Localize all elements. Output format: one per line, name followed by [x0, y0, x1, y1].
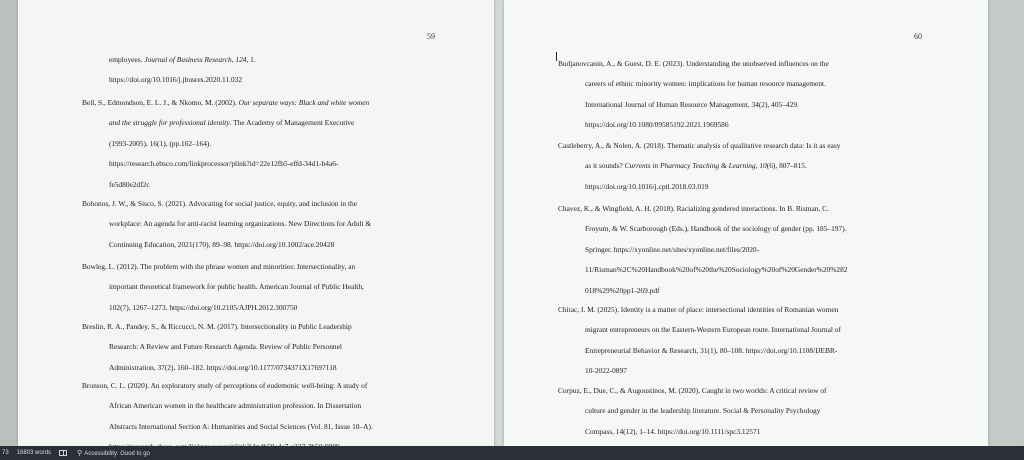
reference-line: important theoretical framework for public health. American Journal of Public Health,: [109, 282, 364, 292]
accessibility-status[interactable]: [77, 449, 150, 457]
reference-line: fe5d80e2df2c: [109, 179, 150, 189]
page-number: 60: [914, 32, 922, 41]
reference-line: African American women in the healthcare administration profession. In Dissertation: [109, 401, 362, 411]
document-page-right[interactable]: [504, 0, 988, 446]
reference-line: Springer. https://xyonline.net/sites/xyonline.net/files/2020-: [585, 244, 760, 254]
reference-line: (1993-2005), 16(1), (pp.162–164).: [109, 138, 212, 148]
reference-line: International Journal of Human Resource Management, 34(2), 405–429.: [585, 99, 799, 109]
reference-line: Continuing Education, 2021(170), 89–98. https://doi.org/10.1002/ace.20428: [109, 239, 335, 249]
reference-line: and the struggle for professional identity. The Academy of Management Executive: [109, 118, 355, 128]
reference-line: https://doi.org/10.1016/j.jbusres.2020.11.032: [109, 75, 243, 85]
reference-line: Bell, S., Edmondson, E. L. J., & Nkomo, M. (2002). Our separate ways: Black and white women: [82, 98, 370, 107]
reference-line: culture and gender in the leadership literature. Social & Personality Psychology: [585, 406, 821, 416]
reference-line: Bronson, C. L. (2020). An exploratory study of perceptions of eudemonic well-being: A study of: [82, 381, 368, 390]
accessibility-icon: ⚲: [77, 450, 83, 457]
reference-line: https://research.ebsco.com/linkprocessor/plink?id=22e12fb5-effd-34d1-b4a6-: [109, 159, 339, 169]
page-number: 59: [427, 32, 435, 41]
reference-line: Budjanovcanin, A., & Guest, D. E. (2023). Understanding the unobserved influences on the: [558, 59, 829, 68]
reference-line: workplace: An agenda for anti-racist learning organizations. New Directions for Adult &: [109, 219, 372, 229]
reference-line: Chavez, K., & Wingfield, A. H. (2018). Racializing gendered interactions. In B. Risman, C.: [558, 204, 829, 213]
accessibility-label: Accessibility: Good to go: [84, 450, 150, 457]
document-page-left[interactable]: [18, 0, 494, 446]
reference-line: as it sounds? Currents in Pharmacy Teaching & Learning, 10(6), 807–815.: [585, 161, 807, 171]
reference-line: 018%29%20pp1-269.pdf: [585, 285, 660, 295]
reference-line: migrant entrepreneurs on the Eastern-Western European route. International Journal of: [585, 325, 841, 335]
reference-line: Entrepreneurial Behavior & Research, 31(1), 80–108. https://doi.org/10.1108/IJEBR-: [585, 345, 838, 355]
reference-line: Abstracts International Section A: Humanities and Social Sciences (Vol. 81, Issue 10–A).: [109, 421, 373, 431]
reference-line: Froyum, & W. Scarborough (Eds.), Handbook of the sociology of gender (pp. 185–197).: [585, 224, 847, 234]
page-count[interactable]: 73: [2, 450, 9, 456]
reference-line: 102(7), 1267–1273. https://doi.org/10.2105/AJPH.2012.300750: [109, 302, 298, 312]
reference-line: 11/Risman%2C%20Handbook%20of%20the%20Sociology%20of%20Gender%20%282: [585, 265, 848, 275]
status-bar: [0, 446, 1024, 460]
proofing-book-icon[interactable]: [59, 450, 67, 456]
reference-line: https://doi.org/10.1080/09585192.2021.1969586: [585, 120, 729, 130]
reference-line: careers of ethnic minority women: implications for human resource management.: [585, 79, 826, 89]
reference-line: https://doi.org/10.1016/j.cptl.2018.03.019: [585, 181, 709, 191]
reference-line: Compass, 14(12), 1–14. https://doi.org/10.1111/spc3.12571: [585, 426, 761, 436]
reference-line: Breslin, R. A., Pandey, S., & Riccucci, N. M. (2017). Intersectionality in Public Leadership: [82, 322, 352, 331]
reference-line: Bowleg, L. (2012). The problem with the phrase women and minorities: Intersectionality, an: [82, 262, 356, 271]
reference-line: Corpuz, E., Due, C., & Augoustinos, M. (2020). Caught in two worlds: A critical review of: [558, 386, 827, 395]
reference-line: Bohonos, J. W., & Sisco, S. (2021). Advocating for social justice, equity, and inclusion in the: [82, 199, 358, 208]
reference-line: Research: A Review and Future Research Agenda. Review of Public Personnel: [109, 342, 342, 352]
word-count[interactable]: 16803 words: [16, 450, 52, 456]
reference-line: Chitac, I. M. (2025). Identity is a matter of place: intersectional identities of Romanian women: [558, 305, 839, 314]
reference-line: employees. Journal of Business Research, 124, 1.: [109, 55, 256, 64]
reference-line: Castleberry, A., & Nolen, A. (2018). Thematic analysis of qualitative research data: Is it as easy: [558, 141, 841, 150]
reference-line: 10-2022-0897: [585, 366, 627, 376]
reference-line: Administration, 37(2), 160–182. https://doi.org/10.1177/0734371X17697118: [109, 362, 337, 372]
text-cursor: [556, 52, 557, 61]
